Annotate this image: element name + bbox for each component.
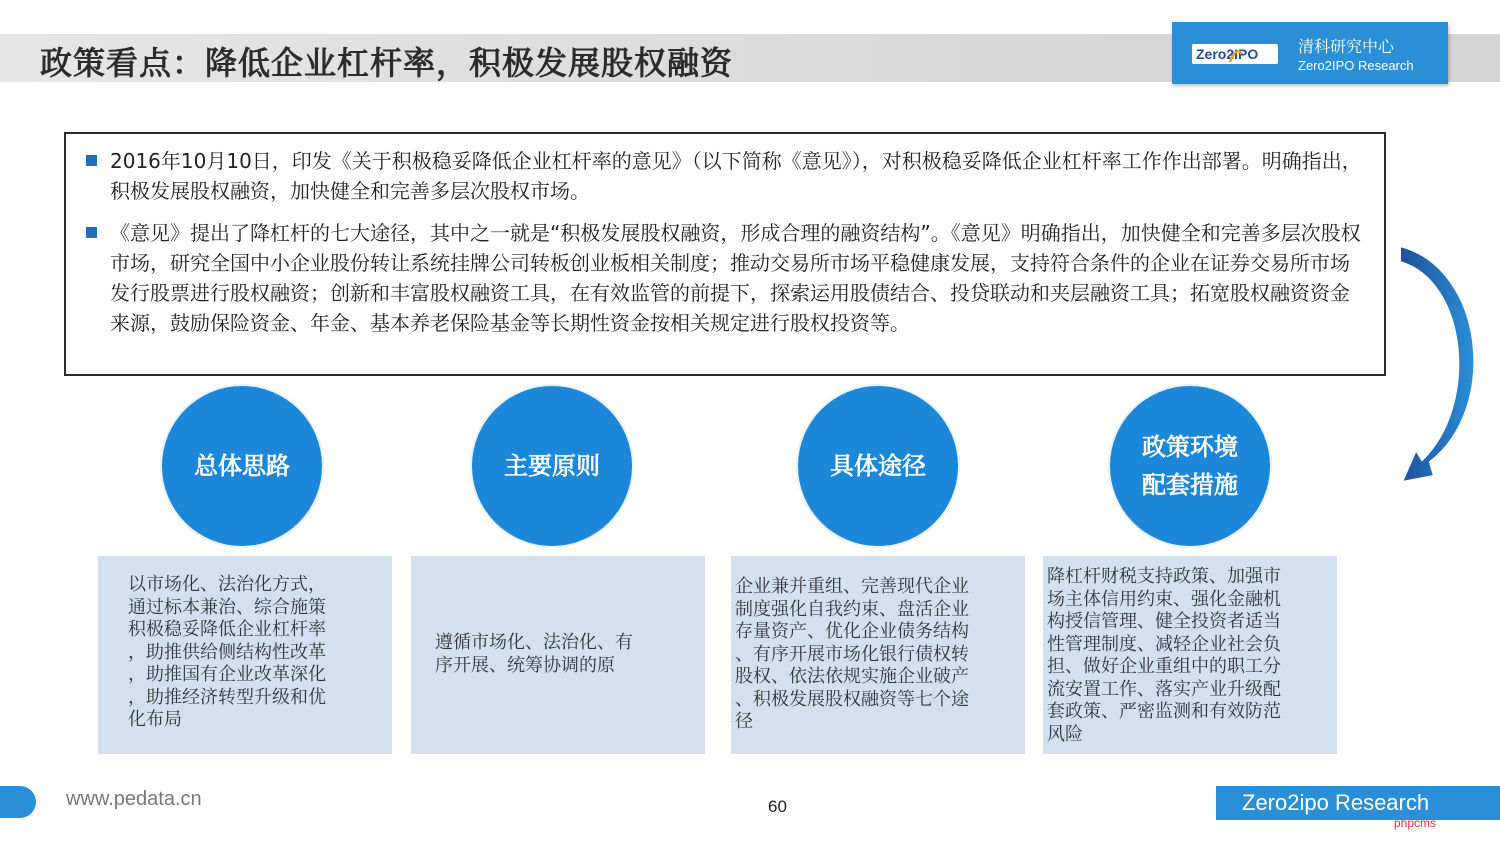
- pillar-box-measures: [1043, 556, 1337, 754]
- pillar-title: 主要原则: [504, 452, 600, 480]
- pillar-line: 序开展、统筹协调的原: [435, 654, 615, 676]
- watermark: phpcms: [1394, 816, 1437, 830]
- pillar-title: 政策环境 配套措施: [1142, 433, 1238, 499]
- summary-bullet: [86, 146, 1368, 206]
- pillar-line: 径: [735, 711, 753, 732]
- page-number: 60: [768, 797, 787, 816]
- pillar-line: ，助推供给侧结构性改革: [128, 641, 326, 663]
- pillar-line: 担、做好企业重组中的职工分: [1047, 656, 1281, 677]
- pillar-line: 遵循市场化、法治化、有: [435, 632, 633, 653]
- pillar-line: 企业兼并重组、完善现代企业: [735, 576, 969, 597]
- pillar-line: 、积极发展股权融资等七个途: [735, 688, 969, 710]
- pillar-box-principles: [411, 556, 705, 754]
- pillar-box-overall: [98, 556, 392, 754]
- zero2ipo-logo: [1172, 22, 1448, 84]
- footer-brand: Zero2ipo Research: [1216, 786, 1500, 820]
- pillar-line: 积极稳妥降低企业杠杆率: [128, 619, 326, 640]
- footer-tab: [0, 786, 36, 818]
- pillar-line: 通过标本兼治、综合施策: [128, 596, 326, 618]
- pillar-line: 化布局: [128, 709, 182, 730]
- svg-text:Zero2IPO: Zero2IPO: [1196, 46, 1259, 62]
- pillar-line: 性管理制度、减轻企业社会负: [1047, 633, 1281, 655]
- pillar-line: 套政策、严密监测和有效防范: [1047, 701, 1281, 722]
- pillar-line: 存量资产、优化企业债务结构: [735, 621, 969, 642]
- bullet-square-icon: [86, 155, 97, 166]
- curved-arrow-icon: [1390, 238, 1490, 508]
- pillar-line: 风险: [1047, 723, 1083, 745]
- summary-box: [64, 132, 1386, 376]
- pillar-line: 流安置工作、落实产业升级配: [1047, 678, 1281, 700]
- page-title: 政策看点：降低企业杠杆率，积极发展股权融资: [40, 44, 734, 82]
- pillar-circle-measures: [1110, 386, 1270, 546]
- bullet-square-icon: [86, 227, 97, 238]
- zero2ipo-logo-mark: [1192, 44, 1278, 64]
- pillar-line: ，助推国有企业改革深化: [128, 664, 326, 685]
- summary-bullet-text: 2016年10月10日，印发《关于积极稳妥降低企业杠杆率的意见》（以下简称《意见》），对积极稳妥降低企业杠杆率工作作出部署。明确指出，积极发展股权融资，加快健全和完善多层次股权市场。: [110, 149, 1362, 203]
- pillar-line: 以市场化、法治化方式，: [128, 574, 326, 595]
- pillar-line: ，助推经济转型升级和优: [128, 686, 326, 708]
- pillar-line: 制度强化自我约束、盘活企业: [735, 598, 969, 620]
- pillar-box-paths: [731, 556, 1025, 754]
- logo-name-cn: 清科研究中心: [1298, 37, 1395, 56]
- pillar-line: 场主体信用约束、强化金融机: [1047, 588, 1281, 610]
- logo-name-en: Zero2IPO Research: [1298, 58, 1414, 73]
- pillar-line: 降杠杆财税支持政策、加强市: [1047, 566, 1281, 587]
- pillar-line: 构授信管理、健全投资者适当: [1047, 611, 1281, 632]
- pillar-circle-overall: [162, 386, 322, 546]
- pillar-circle-paths: [798, 386, 958, 546]
- pillar-line: 股权、依法依规实施企业破产: [735, 666, 969, 687]
- summary-bullet-text: 《意见》提出了降杠杆的七大途径，其中之一就是“积极发展股权融资，形成合理的融资结构”。《意见》明确指出，加快健全和完善多层次股权市场，研究全国中小企业股份转让系统挂牌公司转板创业板相关制度；推动交易所市场平稳健康发展，支持符合条件的企业在证券交易所市场发行股票进行股权融资；创新和丰富股权融资工具，在有效监管的前提下，探索运用股债结合、投贷联动和夹层融资工具；拓宽股权融资资金来源，鼓励保险资金、年金、基本养老保险基金等长期性资金按相关规定进行股权投资等。: [110, 221, 1361, 335]
- pillar-title: 具体途径: [830, 452, 926, 480]
- pillar-line: 、有序开展市场化银行债权转: [735, 643, 969, 665]
- footer-url[interactable]: www.pedata.cn: [66, 788, 202, 810]
- pillar-circle-principles: [472, 386, 632, 546]
- summary-bullet: [86, 218, 1368, 338]
- pillar-title: 总体思路: [194, 452, 290, 480]
